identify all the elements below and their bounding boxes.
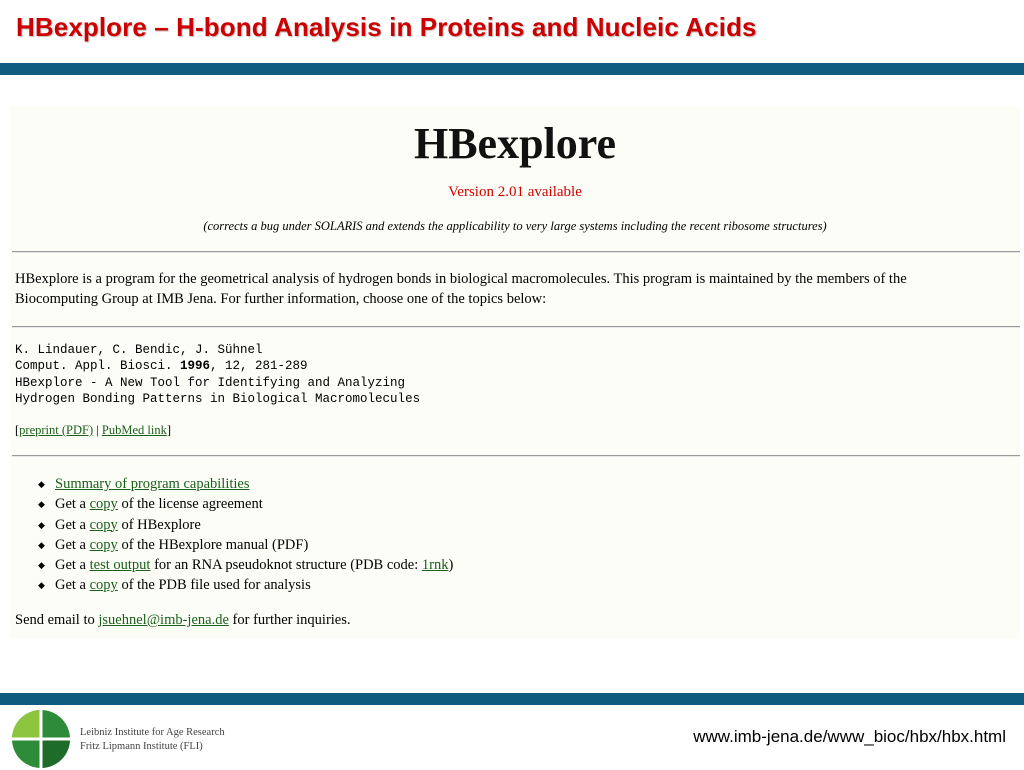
citation-journal-prefix: Comput. Appl. Biosci. (15, 359, 181, 374)
divider (12, 251, 1020, 253)
bullet-icon: ◆ (38, 499, 45, 510)
pdb-file-copy-link[interactable]: copy (89, 577, 118, 594)
source-url: www.imb-jena.de/www_bioc/hbx/hbx.html (693, 727, 1006, 746)
list-item (38, 515, 453, 535)
institute-name (80, 726, 225, 754)
divider (12, 455, 1020, 457)
bracket-close: ] (166, 423, 171, 437)
reference-links (15, 423, 171, 438)
test-output-link[interactable]: test output (89, 557, 151, 574)
item-text: of the license agreement (117, 496, 263, 513)
top-divider-bar (0, 63, 1024, 75)
item-text: for an RNA pseudoknot structure (PDB code: (150, 557, 422, 574)
citation-journal-suffix: , 12, 281-289 (210, 359, 308, 374)
list-item (38, 555, 453, 575)
bullet-icon: ◆ (38, 479, 45, 489)
page-heading: HBexplore (413, 119, 617, 168)
institute-name-line-1: Leibniz Institute for Age Research (80, 727, 225, 738)
webpage-screenshot (10, 106, 1020, 639)
list-item (38, 535, 453, 555)
slide-title: HBexplore – H-bond Analysis in Proteins and Nucleic Acids (16, 12, 757, 42)
bottom-divider-bar (0, 693, 1024, 705)
bullet-icon: ◆ (38, 560, 45, 571)
contact-text: for further inquiries. (228, 612, 351, 628)
pubmed-link[interactable]: PubMed link (101, 423, 167, 437)
version-notice: Version 2.01 available (448, 184, 582, 200)
item-text: Get a (55, 536, 90, 553)
citation-journal (15, 358, 420, 374)
item-text: Get a (55, 577, 90, 594)
fli-logo-icon (10, 708, 72, 770)
summary-link[interactable]: Summary of program capabilities (55, 476, 250, 492)
institute-name-line-2: Fritz Lipmann Institute (FLI) (80, 741, 203, 752)
citation-title-line-1: HBexplore - A New Tool for Identifying and Analyzing (15, 375, 406, 390)
bullet-icon: ◆ (38, 539, 45, 550)
item-text: of the HBexplore manual (PDF) (117, 536, 309, 553)
bracket-open: [ (15, 423, 20, 437)
list-item (38, 494, 453, 514)
institute-logo (0, 708, 232, 768)
link-separator: | (93, 423, 102, 437)
program-description: HBexplore is a program for the geometrical analysis of hydrogen bonds in biological macromolecules. This program is maintained by the members of the Biocomputing Group at IMB Jena. For further information, choose one of the topics below: (15, 271, 907, 307)
license-copy-link[interactable]: copy (89, 496, 118, 513)
item-text: Get a (55, 516, 90, 533)
version-note: (corrects a bug under SOLARIS and extends the applicability to very large systems including the recent ribosome structures) (203, 219, 827, 233)
email-link[interactable]: jsuehnel@imb-jena.de (98, 612, 229, 628)
divider (12, 326, 1020, 328)
preprint-pdf-link[interactable]: preprint (PDF) (19, 423, 94, 437)
citation-year: 1996 (180, 359, 211, 374)
hbexplore-copy-link[interactable]: copy (89, 516, 118, 533)
contact-text: Send email to (15, 612, 99, 628)
item-text: ) (448, 557, 454, 574)
bullet-icon: ◆ (38, 580, 45, 591)
list-item (38, 474, 453, 494)
list-item (38, 575, 453, 595)
bullet-icon: ◆ (38, 519, 45, 530)
citation-title-line-2: Hydrogen Bonding Patterns in Biological Macromolecules (15, 391, 421, 406)
topics-list (38, 474, 453, 596)
citation-authors: K. Lindauer, C. Bendic, J. Sühnel (15, 343, 263, 357)
item-text: Get a (55, 496, 90, 513)
item-text: of HBexplore (117, 516, 201, 533)
item-text: Get a (55, 557, 90, 574)
citation-block (15, 342, 420, 407)
pdb-1rnk-link[interactable]: 1rnk (421, 557, 449, 574)
contact-line (15, 612, 351, 629)
manual-copy-link[interactable]: copy (89, 536, 118, 553)
item-text: of the PDB file used for analysis (117, 577, 311, 594)
